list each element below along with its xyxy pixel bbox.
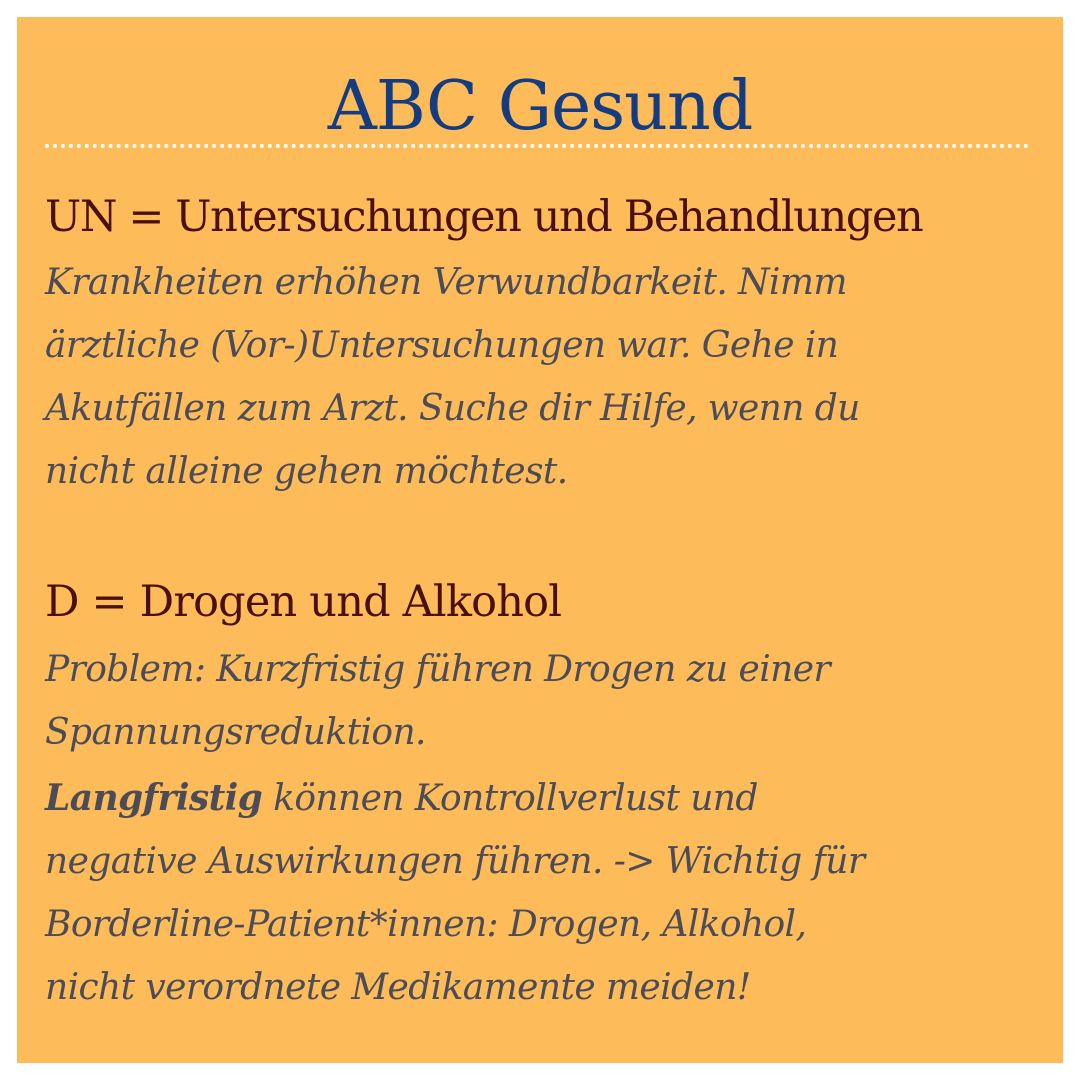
text-line: Spannungsreduktion. bbox=[45, 712, 426, 753]
text-line: Akutfällen zum Arzt. Suche dir Hilfe, wenn du bbox=[45, 388, 860, 429]
text-line: nicht alleine gehen möchtest. bbox=[45, 451, 568, 492]
page-title: ABC Gesund bbox=[327, 67, 753, 146]
dotted-divider bbox=[45, 144, 1029, 148]
text-line: ärztliche (Vor-)Untersuchungen war. Gehe in bbox=[45, 325, 839, 366]
section-heading-drogen: D = Drogen und Alkohol bbox=[45, 577, 562, 627]
text-line: nicht verordnete Medikamente meiden! bbox=[45, 967, 751, 1008]
info-card bbox=[17, 17, 1063, 1063]
text-line: Problem: Kurzfristig führen Drogen zu einer bbox=[45, 649, 831, 690]
text-line: negative Auswirkungen führen. -> Wichtig für bbox=[45, 841, 865, 882]
section-text-drogen-longterm bbox=[45, 767, 1045, 1019]
text-line-longterm bbox=[45, 767, 1045, 830]
section-text-untersuchungen bbox=[45, 251, 1045, 503]
section-heading-untersuchungen: UN = Untersuchungen und Behandlungen bbox=[45, 192, 923, 242]
text-line: Krankheiten erhöhen Verwundbarkeit. Nimm bbox=[45, 262, 847, 303]
text-fragment: können Kontrollverlust und bbox=[262, 778, 758, 819]
text-line: Borderline-Patient*innen: Drogen, Alkohol, bbox=[45, 904, 807, 945]
section-text-drogen-problem bbox=[45, 638, 1045, 764]
emphasis-langfristig: Langfristig bbox=[45, 777, 263, 819]
